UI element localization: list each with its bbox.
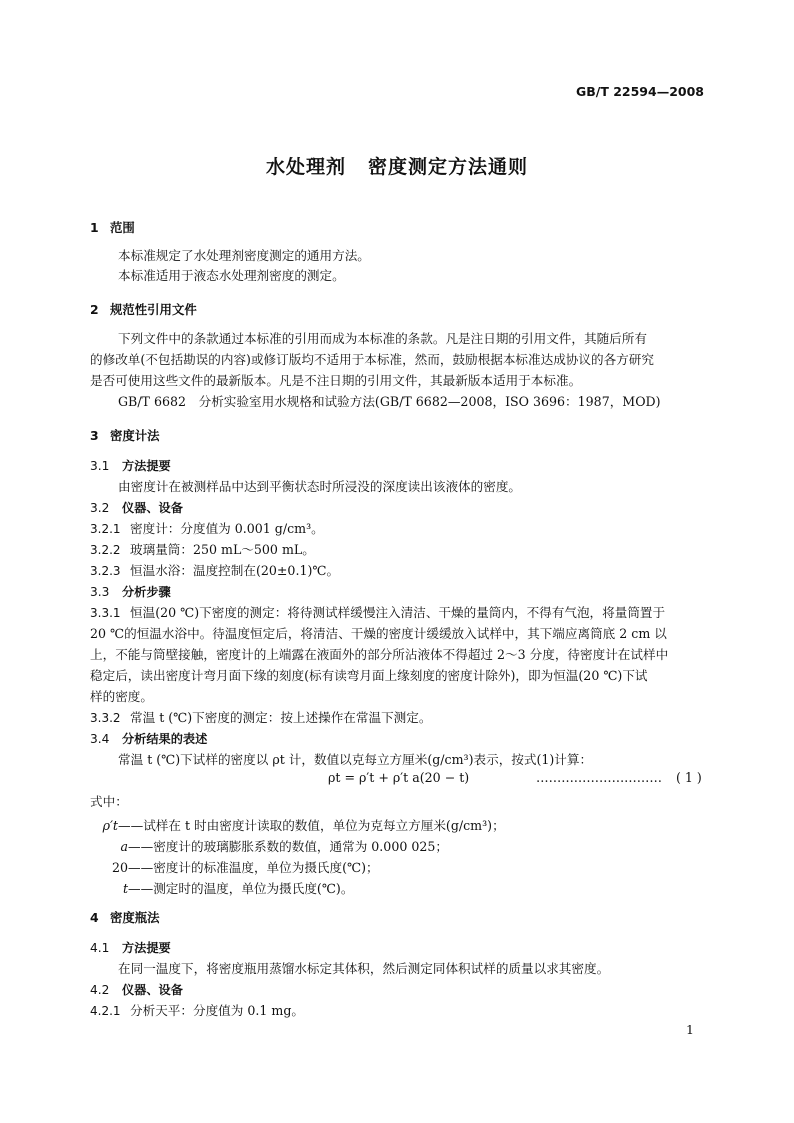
section-3-3-heading: 3.3 分析步骤 bbox=[90, 585, 171, 599]
document-title bbox=[0, 152, 794, 179]
title-part-2: 密度测定方法通则 bbox=[368, 156, 529, 178]
section-4-1-para: 在同一温度下，将密度瓶用蒸馏水标定其体积，然后测定同体积试样的质量以求其密度。 bbox=[118, 961, 610, 976]
section-3-4-heading: 3.4 分析结果的表述 bbox=[90, 732, 208, 746]
section-3-3-1-line-2: 20 ℃的恒温水浴中。待温度恒定后，将清洁、干燥的密度计缓缓放入试样中，其下端应离筒底 2 cm 以 bbox=[90, 626, 667, 641]
section-2-para-line-1: 下列文件中的条款通过本标准的引用而成为本标准的条款。凡是注日期的引用文件，其随后所有 bbox=[118, 331, 647, 346]
section-4-2-heading: 4.2 仪器、设备 bbox=[90, 983, 183, 997]
standard-number: GB/T 22594—2008 bbox=[575, 84, 704, 99]
section-3-3-1-line-4: 稳定后，读出密度计弯月面下缘的刻度(标有读弯月面上缘刻度的密度计除外)，即为恒温(20 ℃)下试 bbox=[90, 668, 648, 683]
equation-leader: ………………………… bbox=[536, 770, 662, 785]
section-3-2-1: 3.2.1 密度计：分度值为 0.001 g/cm³。 bbox=[90, 521, 324, 536]
section-3-3-1-line-1: 3.3.1 恒温(20 ℃)下密度的测定：将待测试样缓慢注入清洁、干燥的量筒内，不得有气泡，将量筒置于 bbox=[90, 605, 666, 620]
where-label: 式中： bbox=[90, 794, 128, 809]
density-formula: ρt = ρ′t + ρ′t a(20 − t) bbox=[328, 770, 470, 785]
section-1-para-1: 本标准规定了水处理剂密度测定的通用方法。 bbox=[118, 248, 370, 263]
section-3-heading: 3 密度计法 bbox=[90, 428, 160, 443]
section-4-1-heading: 4.1 方法提要 bbox=[90, 941, 171, 955]
section-2-para-line-2: 的修改单(不包括勘误的内容)或修订版均不适用于本标准，然而，鼓励根据本标准达成协议的各方研究 bbox=[90, 352, 654, 367]
definition-20: 20——密度计的标准温度，单位为摄氏度(℃)； bbox=[111, 860, 379, 875]
section-3-1-heading: 3.1 方法提要 bbox=[90, 459, 171, 473]
page-number: 1 bbox=[686, 1022, 694, 1037]
section-3-3-2: 3.3.2 常温 t (℃)下密度的测定：按上述操作在常温下测定。 bbox=[90, 710, 432, 725]
section-3-2-heading: 3.2 仪器、设备 bbox=[90, 501, 183, 515]
title-part-1: 水处理剂 bbox=[265, 156, 346, 178]
section-3-4-para: 常温 t (℃)下试样的密度以 ρt 计，数值以克每立方厘米(g/cm³)表示，按式(1)计算： bbox=[118, 752, 593, 767]
normative-reference: GB/T 6682 分析实验室用水规格和试验方法(GB/T 6682—2008，ISO 3696：1987，MOD) bbox=[118, 394, 661, 409]
section-3-2-3: 3.2.3 恒温水浴：温度控制在(20±0.1)℃。 bbox=[90, 563, 340, 578]
section-1-heading: 1 范围 bbox=[90, 220, 135, 235]
section-2-heading: 2 规范性引用文件 bbox=[90, 302, 197, 317]
section-4-2-1: 4.2.1 分析天平：分度值为 0.1 mg。 bbox=[90, 1003, 304, 1018]
section-3-1-para: 由密度计在被测样品中达到平衡状态时所浸没的深度读出该液体的密度。 bbox=[118, 479, 521, 494]
section-4-heading: 4 密度瓶法 bbox=[90, 910, 160, 925]
section-3-2-2: 3.2.2 玻璃量筒：250 mL～500 mL。 bbox=[90, 542, 315, 557]
equation-number: ( 1 ) bbox=[676, 770, 702, 785]
section-1-para-2: 本标准适用于液态水处理剂密度的测定。 bbox=[118, 268, 345, 283]
definition-a: a——密度计的玻璃膨胀系数的数值，通常为 0.000 025； bbox=[120, 839, 448, 854]
definition-t: t——测定时的温度，单位为摄氏度(℃)。 bbox=[122, 881, 354, 896]
section-3-3-1-line-5: 样的密度。 bbox=[90, 689, 153, 704]
section-2-para-line-3: 是否可使用这些文件的最新版本。凡是不注日期的引用文件，其最新版本适用于本标准。 bbox=[90, 373, 582, 388]
definition-rho-prime: ρ′t——试样在 t 时由密度计读取的数值，单位为克每立方厘米(g/cm³)； bbox=[102, 818, 505, 833]
section-3-3-1-line-3: 上，不能与筒壁接触，密度计的上端露在液面外的部分所沾液体不得超过 2～3 分度，待密度计在试样中 bbox=[90, 647, 669, 662]
